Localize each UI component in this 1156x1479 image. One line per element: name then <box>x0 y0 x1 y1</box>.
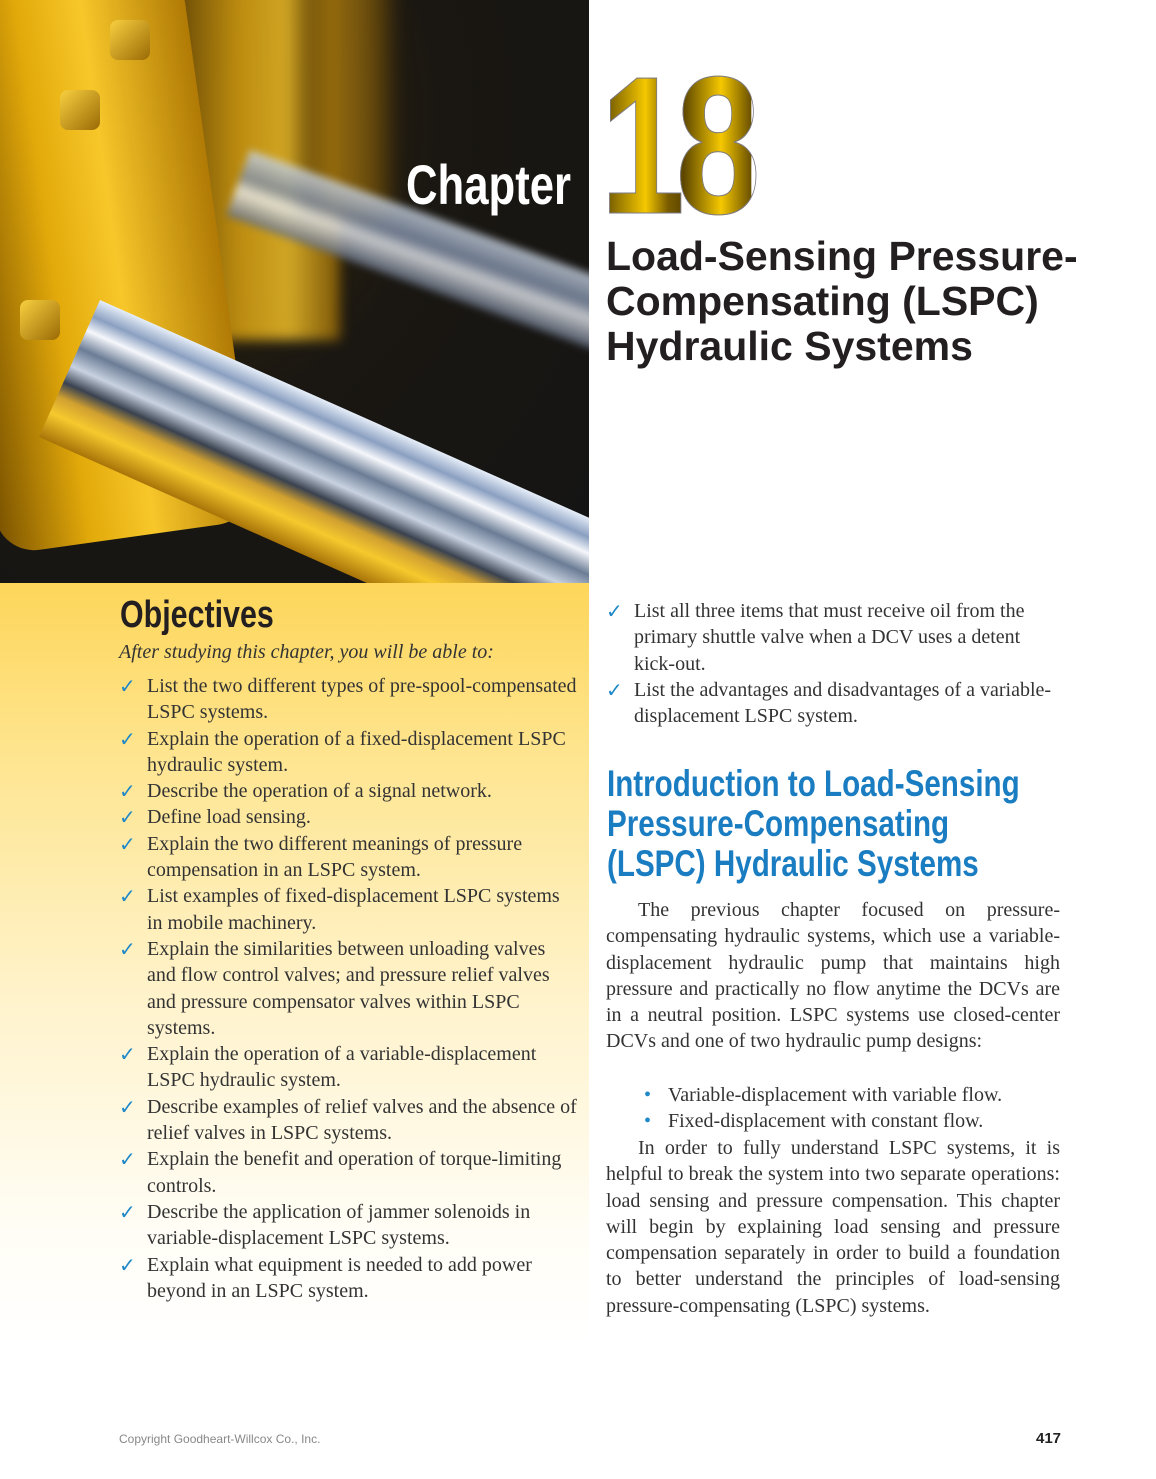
bullet-text: Variable-displacement with variable flow. <box>668 1084 1003 1106</box>
checkmark-icon: ✓ <box>606 599 623 623</box>
checkmark-icon: ✓ <box>119 726 136 751</box>
chapter-photo-hydraulic-cylinder <box>0 0 589 583</box>
objectives-heading: Objectives <box>120 594 274 636</box>
checkmark-icon: ✓ <box>119 674 136 698</box>
checkmark-icon: ✓ <box>119 1042 136 1067</box>
chapter-number: 18 <box>600 36 752 255</box>
objective-item <box>119 778 579 804</box>
chapter-title: Load-Sensing Pressure-Compensating (LSPC) Hydraulic Systems <box>606 233 1078 369</box>
intro-paragraph-1: The previous chapter focused on pressure-compensating hydraulic systems, which use a variable-displacement hydraulic pump that maintains high pressure and practically no flow anytime the DCVs are in a neutral position. LSPC systems use closed-center DCVs and one of two hydraulic pump designs: <box>606 899 1060 1053</box>
copyright: Copyright Goodheart-Willcox Co., Inc. <box>119 1432 321 1446</box>
checkmark-icon: ✓ <box>119 884 136 909</box>
objective-item <box>119 1041 579 1094</box>
objectives-list-continued <box>606 598 1060 729</box>
objective-text: List the advantages and disadvantages of a variable-displacement LSPC system. <box>634 678 1052 728</box>
objective-item <box>606 677 1060 730</box>
list-item <box>640 1108 1002 1134</box>
checkmark-icon: ✓ <box>119 1252 136 1277</box>
checkmark-icon: ✓ <box>119 831 136 856</box>
objective-item <box>119 1146 579 1199</box>
bullet-icon: • <box>644 1110 652 1133</box>
objective-item <box>119 1094 579 1147</box>
objective-item <box>606 598 1060 677</box>
objective-item <box>119 726 579 779</box>
list-item <box>640 1082 1002 1108</box>
objective-text: Describe examples of relief valves and the absence of relief valves in LSPC systems. <box>147 1095 577 1145</box>
objective-text: Describe the operation of a signal network. <box>147 780 492 803</box>
checkmark-icon: ✓ <box>119 779 136 804</box>
objective-item <box>119 936 579 1041</box>
checkmark-icon: ✓ <box>119 936 136 961</box>
objectives-intro: After studying this chapter, you will be able to: <box>119 641 494 663</box>
objective-text: List all three items that must receive oil from the primary shuttle valve when a DCV uses a detent kick-out. <box>634 600 1025 675</box>
objective-text: List the two different types of pre-spool-compensated LSPC systems. <box>147 675 577 724</box>
objective-text: Explain the benefit and operation of torque-limiting controls. <box>147 1148 562 1197</box>
objective-text: Explain the similarities between unloading valves and flow control valves; and pressure relief valves and pressure compensator valves within LSPC systems. <box>147 937 550 1039</box>
checkmark-icon: ✓ <box>119 1094 136 1119</box>
objective-text: List examples of fixed-displacement LSPC systems in mobile machinery. <box>147 885 560 934</box>
pump-design-list <box>640 1082 1002 1135</box>
objective-item <box>119 1252 579 1305</box>
objective-text: Describe the application of jammer solenoids in variable-displacement LSPC systems. <box>147 1200 531 1250</box>
objective-item <box>119 804 579 830</box>
objective-text: Explain the operation of a fixed-displacement LSPC hydraulic system. <box>147 727 566 776</box>
objective-text: Explain what equipment is needed to add power beyond in an LSPC system. <box>147 1253 532 1302</box>
objective-item <box>119 673 579 726</box>
checkmark-icon: ✓ <box>119 1199 136 1224</box>
objective-text: Define load sensing. <box>147 806 311 829</box>
objective-item <box>119 883 579 936</box>
chapter-label: Chapter <box>406 153 572 216</box>
checkmark-icon: ✓ <box>606 677 623 702</box>
section-heading: Introduction to Load-Sensing Pressure-Compensating (LSPC) Hydraulic Systems <box>607 763 1020 884</box>
intro-paragraph-2: In order to fully understand LSPC systems, it is helpful to break the system into two separate operations: load sensing and pressure compensation. This chapter will begin by explaining load sensing and pressure compensation separately in order to build a foundation to better understand the principles of load-sensing pressure-compensating (LSPC) systems. <box>606 1137 1060 1317</box>
checkmark-icon: ✓ <box>119 1147 136 1172</box>
objective-item <box>119 831 579 884</box>
checkmark-icon: ✓ <box>119 805 136 830</box>
bullet-text: Fixed-displacement with constant flow. <box>668 1110 984 1133</box>
page-number: 417 <box>1036 1430 1062 1447</box>
objective-text: Explain the two different meanings of pressure compensation in an LSPC system. <box>147 832 523 882</box>
objective-item <box>119 1199 579 1252</box>
objectives-list <box>119 673 579 1304</box>
bullet-icon: • <box>644 1084 652 1106</box>
objective-text: Explain the operation of a variable-displacement LSPC hydraulic system. <box>147 1043 537 1092</box>
